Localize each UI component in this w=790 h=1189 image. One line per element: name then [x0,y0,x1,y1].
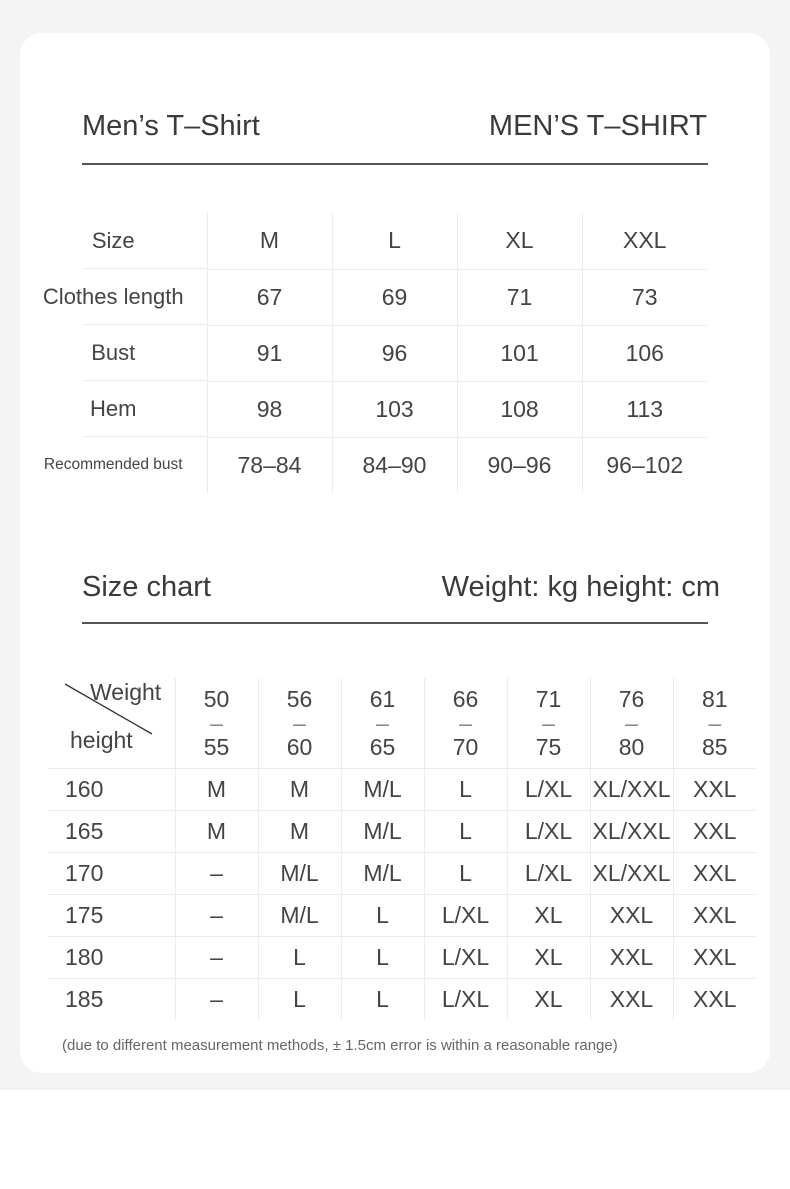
height-label: 160 [48,768,175,810]
table-cell: 91 [207,325,332,381]
size-cell: M/L [258,852,341,894]
table-cell: 73 [582,269,707,325]
divider [82,163,708,165]
size-cell: XXL [693,985,737,1012]
table-cell: 113 [582,381,707,437]
size-cell: – [175,936,258,978]
size-cell: XL/XXL [590,768,673,810]
height-label: 180 [48,936,175,978]
table-cell: 69 [332,269,457,325]
range-dash: – [376,709,389,736]
size-cell: L [341,936,424,978]
size-cell: – [175,852,258,894]
table-cell: 71 [457,269,582,325]
size-cell: XXL [673,852,756,894]
weight-max: 70 [452,733,479,760]
row-label: Clothes length [20,269,207,325]
table-row [48,852,756,894]
table-cell: 84–90 [332,437,457,493]
chart-title: Size chart [82,571,211,603]
size-cell: M [175,768,258,810]
size-cell: L/XL [424,894,507,936]
table-cell: 96 [332,325,457,381]
height-label: 165 [48,810,175,852]
table-cell: 103 [332,381,457,437]
weight-min: 66 [452,685,479,712]
size-cell: M/L [258,894,341,936]
weight-range-header [341,678,424,768]
size-cell: XXL [590,978,673,1020]
weight-min: 61 [369,685,396,712]
size-cell: M [175,810,258,852]
table-row [48,936,756,978]
range-dash: – [625,709,638,736]
height-label: 175 [48,894,175,936]
range-dash: – [708,709,722,736]
table-cell: 108 [457,381,582,437]
divider [82,622,708,624]
size-cell: L/XL [507,852,590,894]
table-cell: 101 [457,325,582,381]
size-cell: XL [507,936,590,978]
size-cell: L [258,936,341,978]
size-cell: XL/XXL [590,852,673,894]
row-label: Size [20,213,207,269]
weight-max: 65 [369,733,396,760]
size-cell: XXL [590,936,673,978]
table-cell: XXL [582,213,707,269]
table-cell: 90–96 [457,437,582,493]
section-title-en: MEN’S T–SHIRT [488,110,707,142]
section-title: Men’s T–Shirt [82,110,260,142]
table-cell: XL [457,213,582,269]
size-cell: L [341,894,424,936]
size-cell: – [175,978,258,1020]
height-label: 170 [48,852,175,894]
range-dash: – [459,709,472,736]
size-cell: L/XL [507,810,590,852]
table-cell: 67 [207,269,332,325]
size-cell: – [175,894,258,936]
table-row [48,810,756,852]
weight-max: 55 [203,733,230,760]
table-row [20,213,707,269]
size-cell: L/XL [507,768,590,810]
size-table [20,213,707,493]
size-cell: XXL [673,894,756,936]
row-label: Hem [20,381,207,437]
table-cell: 106 [582,325,707,381]
measurement-note: (due to different measurement methods, ± 1.5cm error is within a reasonable range) [62,1037,618,1054]
size-cell: XXL [673,936,756,978]
weight-min: 56 [286,685,313,712]
units-label: Weight: kg height: cm [441,571,720,603]
size-cell: L [258,978,341,1020]
size-cell: L/XL [424,936,507,978]
table-row [20,325,707,381]
size-cell: M [258,810,341,852]
weight-min: 76 [618,685,645,712]
size-cell: XXL [673,768,756,810]
height-label: 185 [48,978,175,1020]
size-cell: L [341,978,424,1020]
table-row [48,978,756,1020]
size-cell: XXL [590,894,673,936]
row-label: Bust [20,325,207,381]
size-cell: XXL [673,810,756,852]
weight-max: 80 [618,733,645,760]
table-cell: 96–102 [606,451,684,478]
table-cell: 98 [207,381,332,437]
weight-range-header [175,678,258,768]
size-cell: M/L [341,852,424,894]
weight-max: 85 [701,733,728,760]
weight-min: 50 [203,685,230,712]
table-cell: L [332,213,457,269]
size-cell: L [424,852,507,894]
weight-min: 71 [535,685,562,712]
weight-range-header [590,678,673,768]
range-dash: – [293,709,306,736]
table-row [48,768,756,810]
size-cell: M/L [341,768,424,810]
size-cell: M [258,768,341,810]
size-cell: XL/XXL [590,810,673,852]
table-cell: M [207,213,332,269]
weight-max: 75 [535,733,562,760]
table-row [48,894,756,936]
size-chart-table [48,678,756,1020]
size-cell: XL [507,894,590,936]
table-cell: 78–84 [207,437,332,493]
table-row [20,381,707,437]
table-row [20,269,707,325]
size-cell: L [424,810,507,852]
weight-range-header [258,678,341,768]
size-cell: L/XL [424,978,507,1020]
size-cell: XL [507,978,590,1020]
range-dash: – [542,709,555,736]
row-label: Recommended bust [20,437,207,493]
size-cell: M/L [341,810,424,852]
weight-range-header [507,678,590,768]
corner-cell [48,678,175,768]
weight-max: 60 [286,733,313,760]
size-cell: L [424,768,507,810]
range-dash: – [210,709,223,736]
table-row [20,437,707,493]
corner-height-label: height [70,727,133,753]
corner-weight-label: Weight [90,679,162,705]
weight-range-header [424,678,507,768]
weight-range-header [673,678,756,768]
weight-min: 81 [701,685,728,712]
header-row [48,678,756,768]
